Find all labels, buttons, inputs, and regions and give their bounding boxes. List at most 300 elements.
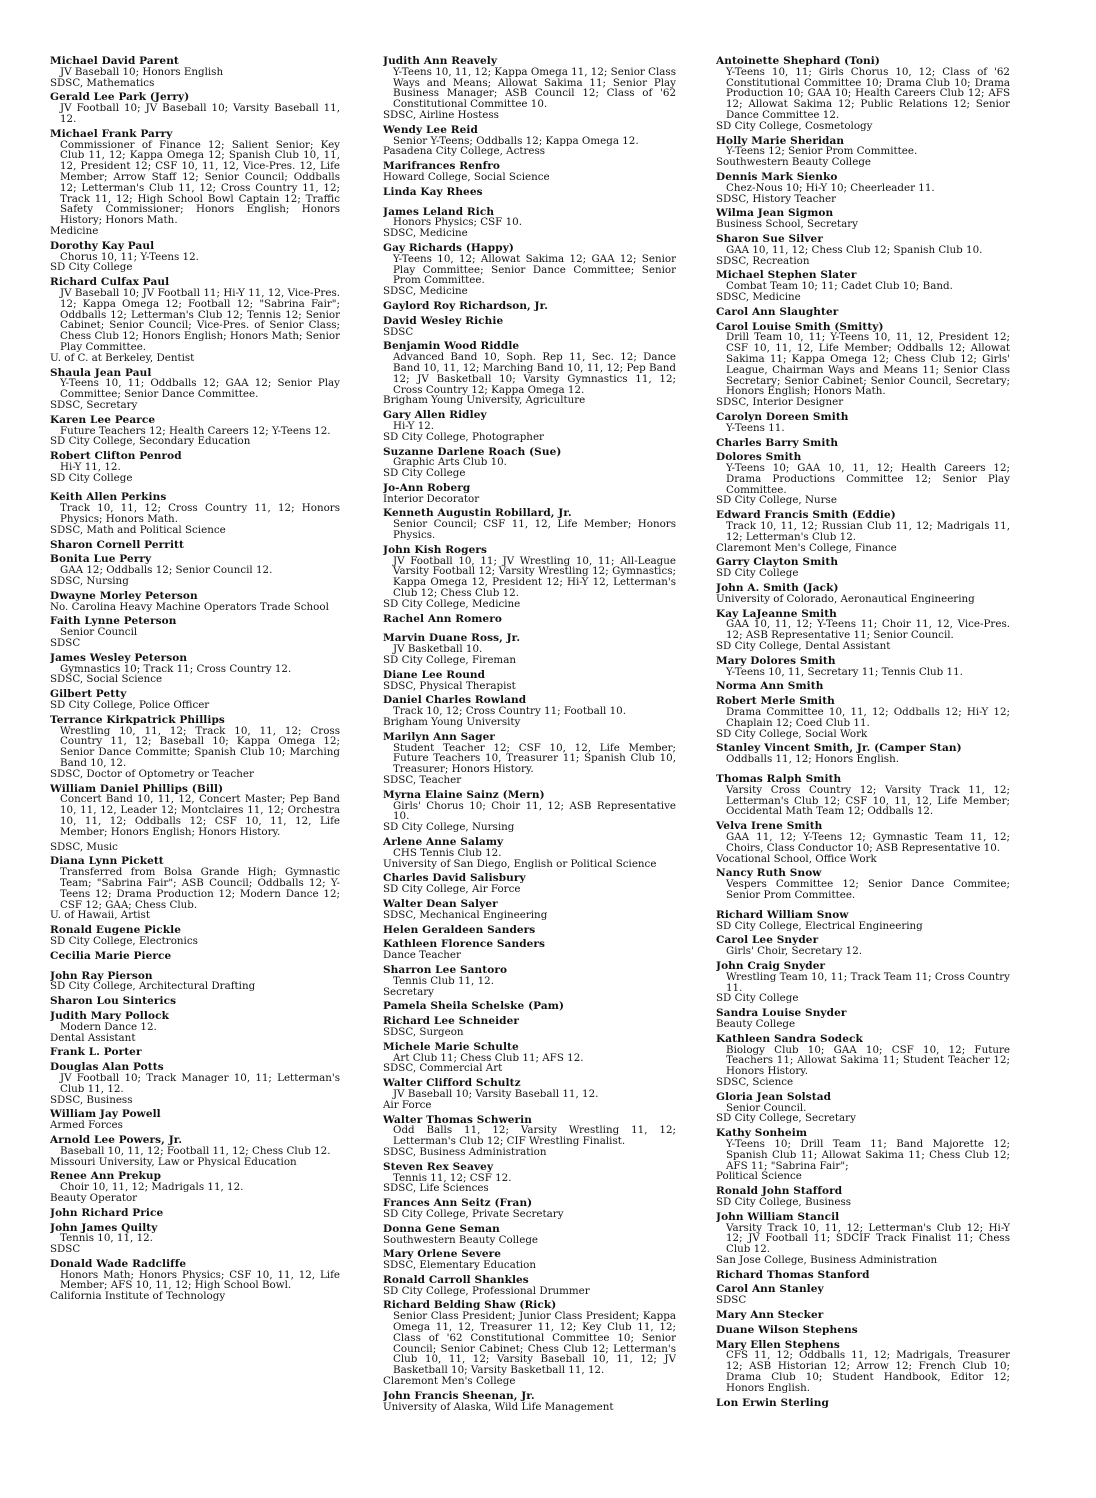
student-entry [383, 925, 676, 936]
student-destination: SDSC, Surgeon [383, 1025, 464, 1038]
student-activities: Odd Balls 11, 12; Varsity Wrestling 11, 12; Letterman's Club 12; CIF Wrestling Finalist. [393, 1124, 676, 1148]
student-name: John Craig Snyder [716, 959, 826, 972]
student-destination: SDSC, Secretary [50, 398, 138, 411]
student-activities: Vespers Committee 12; Senior Dance Commitee; Senior Prom Committee. [726, 878, 1010, 901]
student-name: Garry Clayton Smith [716, 556, 839, 569]
student-destination: Dental Assistant [50, 1031, 136, 1044]
student-name: Ronald John Stafford [716, 1185, 843, 1198]
student-entry [716, 1186, 1010, 1208]
student-entry [50, 784, 340, 838]
student-destination: SD City College, Dental Assistant [716, 640, 891, 653]
student-destination: SDSC, Interior Designer [716, 396, 844, 409]
student-destination: SD City College, Secondary Education [50, 435, 251, 448]
student-activities: Tennis 11, 12; CSF 12. [393, 1171, 512, 1184]
student-entry [50, 689, 340, 711]
student-entry [716, 1008, 1010, 1030]
student-entry [383, 1300, 676, 1386]
student-destination: SDSC, Math and Political Science [50, 523, 226, 536]
student-activities: Track 10, 11, 12; Cross Country 11, 12; Honors Physics; Honors Math. [60, 502, 340, 526]
student-activities: Y-Teens 10, 11, Secretary 11; Tennis Club 11. [726, 665, 963, 678]
student-name: Frank L. Porter [50, 1046, 142, 1059]
student-activities: Chez-Nous 10; Hi-Y 10; Cheerleader 11. [726, 181, 935, 194]
student-activities: Baseball 10, 11, 12; Football 11, 12; Chess Club 12. [60, 1144, 331, 1157]
student-activities: Combat Team 10; 11; Cadet Club 10; Band. [726, 280, 953, 293]
student-activities: Choir 10, 11, 12; Madrigals 11, 12. [60, 1181, 244, 1194]
student-activities: GAA 12; Oddballs 12; Senior Council 12. [60, 564, 273, 577]
student-activities: Senior Council [60, 626, 138, 639]
student-name: Richard Culfax Paul [50, 276, 170, 289]
student-name: Carol Ann Slaughter [716, 305, 839, 318]
student-activities: GAA 11, 12; Y-Teens 12; Gymnastic Team 11, 12; Choirs, Class Conductor 10; ASB Representative 10. [726, 831, 1010, 854]
student-entry [383, 301, 676, 312]
student-name: Kay LaJeanne Smith [716, 607, 837, 620]
student-activities: Varsity Cross Country 12; Varsity Track 11, 12; Letterman's Club 12; CSF 10, 11, 12, Life Member; Occidental Math Team 12; Oddballs 12. [726, 783, 1010, 818]
student-entry [716, 1310, 1010, 1321]
student-entry [716, 583, 1010, 605]
student-entry [716, 821, 1010, 864]
student-entry [716, 412, 1010, 434]
student-activities: Graphic Arts Club 10. [393, 456, 507, 469]
student-name: Myrna Elaine Sainz (Mern) [383, 788, 545, 801]
student-name: Gay Richards (Happy) [383, 241, 514, 254]
student-entry [50, 415, 340, 447]
student-activities: Wrestling Team 10, 11; Track Team 11; Cross Country 11. [726, 970, 1010, 994]
student-entry [716, 656, 1010, 678]
student-destination: SDSC, Airline Hostess [383, 108, 499, 121]
student-name: Frances Ann Seitz (Fran) [383, 1197, 533, 1210]
student-name: Charles David Salisbury [383, 872, 526, 885]
student-activities: Future Teachers 12; Health Careers 12; Y-Teens 12. [60, 424, 331, 437]
student-name: Sharon Cornell Perritt [50, 538, 184, 551]
student-entry [716, 1034, 1010, 1088]
student-activities: Modern Dance 12. [60, 1020, 157, 1033]
student-name: Richard Lee Schneider [383, 1015, 520, 1028]
student-destination: SDSC, Business [50, 1093, 133, 1106]
student-destination: Vocational School, Office Work [716, 852, 877, 865]
student-name: Donna Gene Seman [383, 1222, 500, 1235]
student-entry [383, 243, 676, 297]
student-name: John Richard Price [50, 1206, 164, 1219]
student-activities: Commissioner of Finance 12; Salient Senior; Key Club 11, 12; Kappa Omega 12; Spanish Club 10, 11, 12, President 12; CSF 10, 11, 12, Vice-Pres. 12, Life Member; Arrow Staff 12; Senior Council; Oddballs 12; Letterman's Club 11, 12; Cross Country 11, 12; Track 11, 12; High School Bowl Captain 12; Traffic Safety Commissioner; Honors English; Honors History; Honors Math. [60, 138, 340, 227]
student-name: James Wesley Peterson [50, 651, 188, 664]
student-activities: Y-Teens 10, 11; Girls Chorus 10, 12; Class of '62 Constitutional Committee 10; Drama Club 10; Drama Production 10; GAA 10; Health Careers Club 12; AFS 12; Allowat Sakima 12; Public Relations 12; Senior Dance Committee 12. [726, 65, 1010, 121]
student-entry [716, 307, 1010, 318]
student-activities: Student Teacher 12; CSF 10, 12, Life Member; Future Teachers 10, Treasurer 11; Spanish Club 10, Treasurer; Honors History. [393, 741, 676, 776]
student-entry [50, 1109, 340, 1131]
student-destination: SDSC, Social Science [50, 673, 163, 686]
student-destination: SD City College, Cosmetology [716, 119, 873, 132]
student-entry [50, 971, 340, 993]
student-name: Kathleen Sandra Sodeck [716, 1032, 863, 1045]
student-name: Sandra Louise Snyder [716, 1007, 847, 1020]
student-entry [716, 935, 1010, 957]
student-destination: SDSC, Music [50, 840, 118, 853]
student-activities: Biology Club 10; GAA 10; CSF 10, 12; Future Teachers 11; Allowat Sakima 11; Student Teacher 12; Honors History. [726, 1043, 1010, 1078]
student-name: Judith Ann Reavely [383, 56, 498, 67]
student-entry [383, 614, 676, 625]
student-activities: JV Baseball 10; Varsity Baseball 11, 12. [393, 1087, 599, 1100]
student-destination: No. Carolina Heavy Machine Operators Trade School [50, 600, 329, 613]
student-destination: SDSC, Elementary Education [383, 1259, 537, 1272]
student-entry [716, 208, 1010, 230]
student-name: Charles Barry Smith [716, 436, 839, 449]
student-name: Thomas Ralph Smith [716, 773, 842, 786]
student-name: Carol Ann Stanley [716, 1283, 824, 1296]
student-activities: Track 10, 11, 12; Russian Club 11, 12; Madrigals 11, 12; Letterman's Club 12. [726, 520, 1010, 543]
student-entry [50, 1135, 340, 1167]
student-activities: JV Baseball 10; JV Football 11; Hi-Y 11, 12, Vice-Pres. 12; Kappa Omega 12; Football 12; "Sabrina Fair"; Oddballs 12; Letterman's Club 12; Tennis 12; Senior Cabinet; Senior Council; Vice-Pres. of Senior Class; Chess Club 12; Honors English; Honors Math; Senior Play Committee. [60, 286, 340, 353]
student-activities: Tennis Club 11, 12. [393, 974, 494, 987]
student-destination: University of Alaska, Wild Life Management [383, 1400, 614, 1413]
student-entry [716, 452, 1010, 506]
student-name: Mary Ann Stecker [716, 1309, 824, 1322]
student-name: Dwayne Morley Peterson [50, 589, 198, 602]
student-activities: Track 10, 12; Cross Country 11; Football 10. [393, 705, 626, 718]
student-entry [383, 1275, 676, 1297]
student-entry [50, 1171, 340, 1203]
student-activities: Girls' Chorus 10; Choir 11, 12; ASB Representative 10. [393, 799, 676, 823]
student-name: Richard Thomas Stanford [716, 1268, 870, 1281]
student-name: Stanley Vincent Smith, Jr. (Camper Stan) [716, 742, 962, 755]
student-name: Sharon Sue Silver [716, 232, 823, 245]
student-name: John James Quilty [50, 1221, 158, 1234]
student-name: Velva Irene Smith [716, 820, 823, 833]
student-name: Gilbert Petty [50, 688, 127, 701]
student-destination: Medicine [50, 224, 99, 237]
student-destination: SD City College [50, 471, 133, 484]
student-activities: Honors Math; Honors Physics; CSF 10, 11, 12, Life Member; AFS 10, 11, 12; High School Bowl. [60, 1268, 340, 1292]
student-name: Suzanne Darlene Roach (Sue) [383, 445, 562, 458]
student-destination: Brigham Young University, Agriculture [383, 394, 586, 407]
student-entry [716, 557, 1010, 579]
student-name: Douglas Alan Potts [50, 1061, 164, 1074]
student-name: Helen Geraldeen Sanders [383, 923, 536, 936]
student-entry [716, 56, 1010, 132]
student-entry [383, 56, 676, 121]
student-entry [716, 696, 1010, 739]
student-activities: Art Club 11; Chess Club 11; AFS 12. [393, 1051, 584, 1064]
student-name: Wendy Lee Reid [383, 123, 478, 136]
student-entry [50, 616, 340, 648]
student-destination: Business School, Secretary [716, 218, 858, 231]
student-entry [50, 540, 340, 551]
student-name: Antoinette Shephard (Toni) [716, 56, 880, 67]
student-entry [383, 1391, 676, 1413]
student-activities: GAA 10, 11, 12; Chess Club 12; Spanish Club 10. [726, 243, 983, 256]
student-name: John Ray Pierson [50, 969, 153, 982]
student-destination: Pasadena City College, Actress [383, 145, 546, 158]
student-name: Donald Wade Radcliffe [50, 1257, 187, 1270]
student-name: Marvin Duane Ross, Jr. [383, 632, 521, 645]
student-entry [50, 492, 340, 535]
student-entry [383, 965, 676, 997]
student-name: Terrance Kirkpatrick Phillips [50, 713, 225, 726]
student-name: Marilyn Ann Sager [383, 730, 496, 743]
student-destination: San Jose College, Business Administration [716, 1253, 938, 1266]
student-destination: Southwestern Beauty College [716, 156, 872, 169]
student-name: Diana Lynn Pickett [50, 855, 164, 868]
student-entry [383, 447, 676, 479]
student-name: Duane Wilson Stephens [716, 1323, 858, 1336]
student-entry [716, 743, 1010, 765]
student-destination: SDSC, Physical Therapist [383, 679, 516, 692]
student-entry [383, 483, 676, 505]
directory-column-2 [383, 56, 676, 1478]
student-destination: SDSC, Medicine [383, 227, 468, 240]
student-destination: Beauty College [716, 1017, 796, 1030]
student-activities: Advanced Band 10, Soph. Rep 11, Sec. 12; Dance Band 10, 11, 12; Marching Band 10, 11, 12; Pep Band 12; JV Basketball 10; Varsity Gymnastics 11, 12; Cross Country 12; Kappa Omega 12. [393, 351, 676, 396]
student-activities: Y-Teens 10, 11, 12; Kappa Omega 11, 12; Senior Class Ways and Means; Allowat Sakima 11; Senior Play Business Manager; ASB Council 12; Class of '62 Constitutional Committee 10. [393, 65, 676, 111]
student-entry [50, 451, 340, 483]
student-entry [50, 129, 340, 237]
student-destination: SDSC, Nursing [50, 575, 129, 588]
student-name: Ronald Carroll Shankles [383, 1273, 529, 1286]
student-name: Pamela Sheila Schelske (Pam) [383, 1000, 565, 1013]
student-destination: SDSC, History Teacher [716, 192, 837, 205]
student-entry [716, 774, 1010, 817]
student-destination: SD City College [716, 567, 799, 580]
student-destination: Missouri University, Law or Physical Education [50, 1155, 297, 1168]
student-name: Daniel Charles Rowland [383, 694, 527, 707]
student-name: Arlene Anne Salamy [383, 836, 504, 848]
student-name: Bonita Lue Perry [50, 553, 152, 566]
student-entry [50, 554, 340, 586]
student-name: James Leland Rich [383, 205, 495, 218]
student-entry [716, 609, 1010, 652]
student-name: Shaula Jean Paul [50, 366, 152, 379]
directory-column-3 [716, 56, 1010, 1478]
student-destination: SD City College, Social Work [716, 727, 868, 740]
student-name: Richard William Snow [716, 908, 849, 921]
student-name: Holly Marie Sheridan [716, 134, 845, 147]
student-entry [383, 695, 676, 727]
student-entry [383, 1198, 676, 1220]
student-name: Dennis Mark Sienko [716, 170, 838, 183]
student-name: Gloria Jean Solstad [716, 1090, 832, 1103]
student-entry [383, 790, 676, 833]
student-entry [383, 873, 676, 895]
student-name: Gaylord Roy Richardson, Jr. [383, 299, 549, 312]
student-activities: Drama Committee 10, 11, 12; Oddballs 12; Hi-Y 12; Chaplain 12; Coed Club 11. [726, 706, 1010, 729]
student-entry [716, 510, 1010, 553]
student-entry [716, 910, 1010, 932]
student-entry [50, 56, 340, 88]
student-activities: Y-Teens 10, 11; Oddballs 12; GAA 12; Senior Play Committee; Senior Dance Committee. [60, 377, 340, 401]
student-activities: JV Basketball 10. [393, 643, 483, 656]
student-name: Dolores Smith [716, 451, 802, 464]
student-activities: Y-Teens 10, 12; Allowat Sakima 12; GAA 12; Senior Play Committee; Senior Dance Committee; Senior Prom Committee. [393, 252, 676, 287]
student-activities: Y-Teens 10; Drill Team 11; Band Majorette 12; Spanish Club 11; Allowat Sakima 11; Chess Club 12; AFS 11; "Sabrina Fair"; [726, 1137, 1010, 1172]
student-entry [716, 1212, 1010, 1266]
student-entry [383, 939, 676, 961]
student-destination: Beauty Operator [50, 1191, 138, 1204]
student-entry [50, 1062, 340, 1105]
student-entry [383, 207, 676, 239]
student-activities: Senior Council; CSF 11, 12, Life Member; Honors Physics. [393, 518, 676, 542]
student-activities: Oddballs 11, 12; Honors English. [726, 753, 899, 766]
student-name: Jo-Ann Roberg [383, 481, 471, 494]
student-entry [50, 1259, 340, 1302]
student-name: Michele Marie Schulte [383, 1040, 519, 1053]
student-name: Arnold Lee Powers, Jr. [50, 1133, 183, 1146]
student-name: William Daniel Phillips (Bill) [50, 782, 224, 795]
student-activities: JV Football 10, 11; JV Wrestling 10, 11; All-League Varsity Football 12; Varsity Wrestling 12; Gymnastics; Kappa Omega 12, President 12; Hi-Y 12, Letterman's Club 12; Chess Club 12. [393, 554, 676, 600]
student-name: Carol Louise Smith (Smitty) [716, 320, 884, 333]
student-entry [50, 925, 340, 947]
student-name: Robert Merle Smith [716, 695, 835, 708]
student-name: John A. Smith (Jack) [716, 582, 839, 595]
student-name: Richard Belding Shaw (Rick) [383, 1299, 557, 1312]
student-name: Michael David Parent [50, 56, 179, 67]
student-entry [50, 951, 340, 962]
student-name: Keith Allen Perkins [50, 491, 167, 504]
student-activities: Chorus 10, 11; Y-Teens 12. [60, 250, 199, 263]
student-entry [383, 508, 676, 540]
student-entry [716, 1092, 1010, 1124]
student-activities: Girls' Choir, Secretary 12. [726, 945, 863, 958]
student-destination: U. of C. at Berkeley, Dentist [50, 351, 195, 364]
student-destination: U. of Hawaii, Artist [50, 909, 150, 922]
student-destination: California Institute of Technology [50, 1290, 226, 1303]
student-name: Gary Allen Ridley [383, 409, 487, 422]
student-entry [50, 653, 340, 685]
student-entry [716, 1340, 1010, 1394]
student-entry [383, 1016, 676, 1038]
student-destination: SD City College, Photographer [383, 430, 544, 443]
student-entry [716, 868, 1010, 900]
student-destination: SDSC [50, 637, 81, 650]
student-name: Linda Kay Rhees [383, 185, 483, 198]
student-entry [383, 1249, 676, 1271]
student-destination: SDSC [716, 1294, 747, 1307]
student-entry [383, 125, 676, 157]
student-entry [383, 670, 676, 692]
student-name: Walter Dean Salyer [383, 897, 498, 910]
student-name: William Jay Powell [50, 1108, 161, 1121]
student-activities: Y-Teens 12; Senior Prom Committee. [726, 145, 918, 158]
student-destination: SDSC, Life Sciences [383, 1182, 489, 1195]
student-entry [716, 1128, 1010, 1182]
student-destination: SDSC, Teacher [383, 774, 462, 787]
student-destination: SDSC, Mathematics [50, 76, 155, 89]
student-activities: Y-Teens 11. [726, 421, 785, 434]
student-destination: Secretary [383, 985, 434, 998]
student-name: Robert Clifton Penrod [50, 450, 182, 463]
student-destination: Claremont Men's College [383, 1375, 516, 1388]
student-destination: Armed Forces [50, 1119, 123, 1132]
student-entry [383, 1001, 676, 1012]
student-destination: Dance Teacher [383, 949, 461, 962]
student-destination: SD City College, Architectural Drafting [50, 980, 256, 993]
student-entry [383, 1115, 676, 1158]
student-destination: Claremont Men's College, Finance [716, 541, 897, 554]
student-entry [50, 715, 340, 780]
student-activities: Honors Physics; CSF 10. [393, 216, 522, 229]
student-entry [383, 732, 676, 786]
student-activities: Transferred from Bolsa Grande High; Gymnastic Team; "Sabrina Fair"; ASB Council; Oddballs 12; Y-Teens 12; Drama Production 12; Modern Dance 12; CSF 12; GAA; Chess Club. [60, 866, 340, 911]
student-name: Sharron Lee Santoro [383, 963, 508, 976]
student-entry [716, 270, 1010, 302]
student-name: Mary Dolores Smith [716, 654, 836, 667]
student-destination: SD City College, Police Officer [50, 699, 210, 712]
student-entry [50, 591, 340, 613]
student-name: John Francis Sheenan, Jr. [383, 1389, 535, 1402]
student-entry [50, 842, 340, 853]
student-name: Edward Francis Smith (Eddie) [716, 509, 896, 522]
student-destination: Interior Decorator [383, 492, 480, 505]
student-destination: SD City College, Fireman [383, 654, 516, 667]
student-destination: SD City College, Secretary [716, 1112, 856, 1125]
student-name: Michael Stephen Slater [716, 269, 857, 282]
student-name: Rachel Ann Romero [383, 612, 502, 625]
student-entry [383, 899, 676, 921]
student-destination: SDSC, Mechanical Engineering [383, 908, 548, 921]
student-name: Dorothy Kay Paul [50, 239, 155, 252]
student-entry [716, 172, 1010, 204]
student-name: Wilma Jean Sigmon [716, 207, 834, 220]
student-destination: SDSC, Medicine [716, 290, 801, 303]
student-destination: SD City College [50, 261, 133, 274]
student-entry [716, 322, 1010, 408]
student-name: Judith Mary Pollock [50, 1009, 169, 1022]
student-entry [383, 1078, 676, 1110]
student-activities: Drill Team 10, 11; Y-Teens 10, 11, 12, President 12; CSF 10, 11, 12, Life Member; Oddballs 12; Allowat Sakima 11; Kappa Omega 12; Chess Club 12; Girls' League, Chairman Ways and Means 11; Senior Class Secretary; Senior Cabinet; Senior Council, Secretary; Honors English; Honors Math. [726, 331, 1010, 398]
student-entry [383, 1042, 676, 1074]
student-name: John William Stancil [716, 1210, 840, 1223]
student-destination: SD City College [716, 992, 799, 1005]
student-destination: Political Science [716, 1170, 802, 1183]
student-name: Gerald Lee Park (Jerry) [50, 91, 190, 104]
student-entry [716, 438, 1010, 449]
student-name: Norma Ann Smith [716, 680, 824, 693]
student-entry [50, 1223, 340, 1255]
student-entry [50, 996, 340, 1007]
student-name: Benjamin Wood Riddle [383, 340, 520, 353]
student-activities: JV Football 10; Track Manager 10, 11; Letterman's Club 11, 12. [60, 1071, 340, 1095]
student-activities: JV Baseball 10; Honors English [60, 65, 224, 78]
student-destination: SDSC [383, 325, 414, 338]
student-name: Walter Clifford Schultz [383, 1077, 521, 1090]
student-destination: SDSC, Medicine [383, 285, 468, 298]
student-destination: SD City College, Nursing [383, 821, 515, 834]
student-name: Carol Lee Snyder [716, 934, 819, 947]
student-name: Kenneth Augustin Robillard, Jr. [383, 507, 572, 520]
student-activities: GAA 10, 11, 12; Y-Teens 11; Choir 11, 12, Vice-Pres. 12; ASB Representative 11; Senior Council. [726, 618, 1010, 642]
student-name: Kathleen Florence Sanders [383, 938, 546, 951]
student-entry [716, 1325, 1010, 1336]
student-destination: SD City College, Professional Drummer [383, 1284, 590, 1297]
student-name: Walter Thomas Schwerin [383, 1113, 533, 1126]
student-entry [50, 856, 340, 921]
student-name: Diane Lee Round [383, 668, 486, 681]
student-entry [383, 837, 676, 869]
student-destination: SDSC, Doctor of Optometry or Teacher [50, 767, 254, 780]
student-destination: SDSC, Business Administration [383, 1145, 547, 1158]
student-activities: Tennis 10, 11, 12. [60, 1232, 153, 1245]
student-entry [383, 341, 676, 406]
student-activities: CHS Tennis Club 12. [393, 846, 502, 859]
student-activities: Gymnastics 10; Track 11; Cross Country 12. [60, 662, 292, 675]
student-name: David Wesley Richie [383, 314, 504, 327]
student-entry [50, 368, 340, 411]
student-activities: Senior Y-Teens; Oddballs 12; Kappa Omega 12. [393, 134, 639, 147]
student-entry [383, 187, 676, 198]
student-name: Steven Rex Seavey [383, 1160, 494, 1173]
student-name: Nancy Ruth Snow [716, 867, 822, 880]
student-destination: Howard College, Social Science [383, 170, 550, 183]
student-entry [383, 161, 676, 183]
student-entry [50, 1208, 340, 1219]
